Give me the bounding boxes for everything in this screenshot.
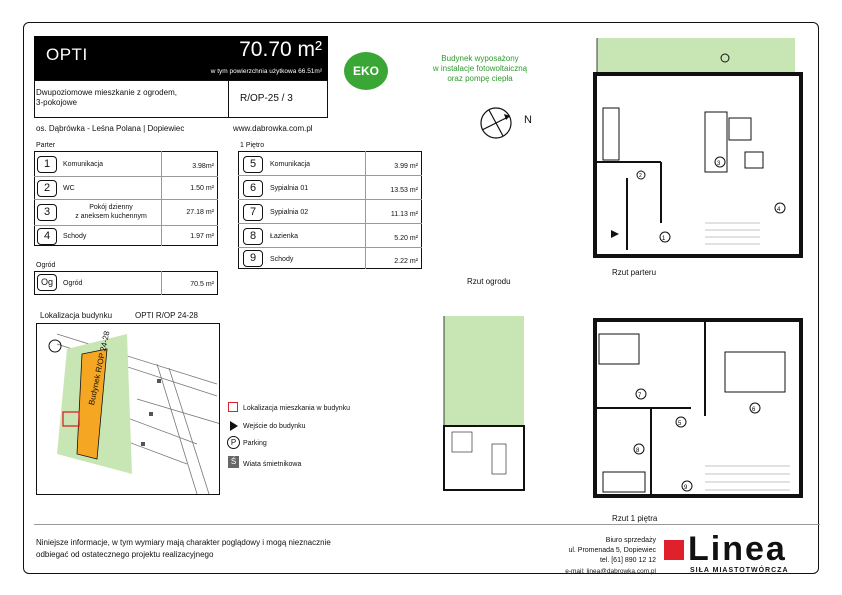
room-area: 3.98m²: [192, 163, 214, 170]
disclaimer-line2: odbiegać od ostatecznego projektu realizacyjnego: [36, 550, 214, 559]
svg-text:7: 7: [638, 393, 642, 399]
map-building-label: Budynek R/OP 24-28: [87, 330, 112, 406]
room-area: 11.13 m²: [390, 211, 418, 218]
brand-tagline: SIŁA MIASTOTWÓRCZA: [690, 567, 789, 574]
location-map: [36, 323, 220, 495]
svg-text:1: 1: [662, 236, 666, 242]
room-number: 3: [37, 204, 57, 221]
header-bar: [34, 36, 328, 80]
room-number: 7: [243, 204, 263, 221]
office-address: ul. Promenada 5, Dopiewiec: [568, 547, 656, 554]
apartment-area: 70.70 m²: [239, 38, 322, 61]
room-area: 27.18 m²: [186, 209, 214, 216]
brand-name: Linea: [688, 530, 787, 568]
garden-plan-title: Rzut ogrodu: [467, 277, 511, 286]
eco-line3: oraz pompę ciepła: [447, 74, 513, 83]
brand-logo-square: [664, 540, 684, 560]
office-title: Biuro sprzedaży: [605, 537, 656, 544]
legend-entrance: Wejście do budynku: [243, 423, 306, 430]
room-name: Schody: [63, 233, 87, 240]
parking-icon: P: [227, 436, 240, 449]
svg-text:2: 2: [639, 173, 642, 179]
room-area: 1.50 m²: [190, 185, 214, 192]
description-line1: Dwupoziomowe mieszkanie z ogrodem,: [36, 88, 177, 97]
room-name: Łazienka: [270, 233, 299, 240]
apartment-location-icon: [228, 402, 238, 412]
room-name-line2: z aneksem kuchennym: [75, 213, 147, 220]
room-number: 5: [243, 156, 263, 173]
location-building: OPTI R/OP 24-28: [135, 311, 198, 320]
compass-icon: [478, 106, 522, 140]
apartment-name: OPTI: [46, 45, 88, 64]
room-number: 8: [243, 228, 263, 245]
description-line2: 3-pokojowe: [36, 98, 77, 107]
room-name: Komunikacja: [270, 161, 311, 168]
entrance-arrow-icon: [229, 420, 239, 432]
room-name: Ogród: [63, 280, 83, 287]
usable-area: w tym powierzchnia użytkowa 66.51m²: [210, 68, 322, 75]
office-phone: tel. [61] 890 12 12: [599, 557, 656, 564]
room-area: 70.5 m²: [190, 281, 214, 288]
legend-apartment: Lokalizacja mieszkania w budynku: [243, 405, 350, 412]
eko-badge: EKO: [344, 52, 388, 90]
room-number: 9: [243, 250, 263, 267]
apartment-code: R/OP-25 / 3: [240, 93, 293, 104]
ogrod-title: Ogród: [36, 262, 56, 269]
room-number: 1: [37, 156, 57, 173]
legend-parking: Parking: [243, 440, 267, 447]
ground-floor-plan-title: Rzut parteru: [612, 268, 657, 277]
site-map: [37, 324, 220, 495]
svg-text:6: 6: [752, 407, 756, 413]
room-number: 6: [243, 180, 263, 197]
website-link[interactable]: www.dabrowka.com.pl: [233, 124, 313, 133]
svg-text:3: 3: [717, 161, 721, 167]
compass-north: N: [524, 114, 532, 126]
parter-title: Parter: [36, 142, 56, 149]
room-area: 13.53 m²: [390, 187, 418, 194]
ground-floor-plan: [575, 28, 805, 262]
room-name: Pokój dzienny: [89, 204, 133, 211]
bin-shelter-icon: Ś: [228, 456, 239, 468]
pietro-title: 1 Piętro: [240, 142, 265, 149]
room-area: 2.22 m²: [394, 258, 418, 265]
room-number: 4: [37, 228, 57, 245]
location-line: os. Dąbrówka - Leśna Polana | Dopiewiec: [36, 124, 185, 133]
location-title: Lokalizacja budynku: [40, 311, 113, 320]
office-email[interactable]: e-mail: linea@dabrowka.com.pl: [565, 568, 656, 575]
room-area: 5.20 m²: [394, 235, 418, 242]
svg-text:9: 9: [684, 485, 688, 491]
svg-text:5: 5: [678, 421, 682, 427]
room-number: Og: [37, 274, 57, 291]
first-floor-plan: [575, 316, 805, 500]
room-number: 2: [37, 180, 57, 197]
svg-text:8: 8: [636, 448, 640, 454]
garden-plan: [440, 314, 528, 494]
room-name: WC: [63, 185, 75, 192]
room-name: Sypialnia 02: [270, 209, 309, 216]
eco-line2: w instalacje fotowoltaiczną: [432, 64, 528, 73]
room-name: Schody: [270, 256, 294, 263]
room-name: Sypialnia 01: [270, 185, 309, 192]
room-name: Komunikacja: [63, 161, 104, 168]
disclaimer-line1: Niniejsze informacje, w tym wymiary mają charakter poglądowy i mogą nieznacznie: [36, 538, 331, 547]
svg-text:4: 4: [777, 207, 781, 213]
room-area: 3.99 m²: [394, 163, 418, 170]
eco-line1: Budynek wyposażony: [441, 54, 519, 63]
first-floor-plan-title: Rzut 1 piętra: [612, 514, 658, 523]
room-area: 1.97 m²: [190, 233, 214, 240]
legend-bins: Wiata śmietnikowa: [243, 461, 302, 468]
